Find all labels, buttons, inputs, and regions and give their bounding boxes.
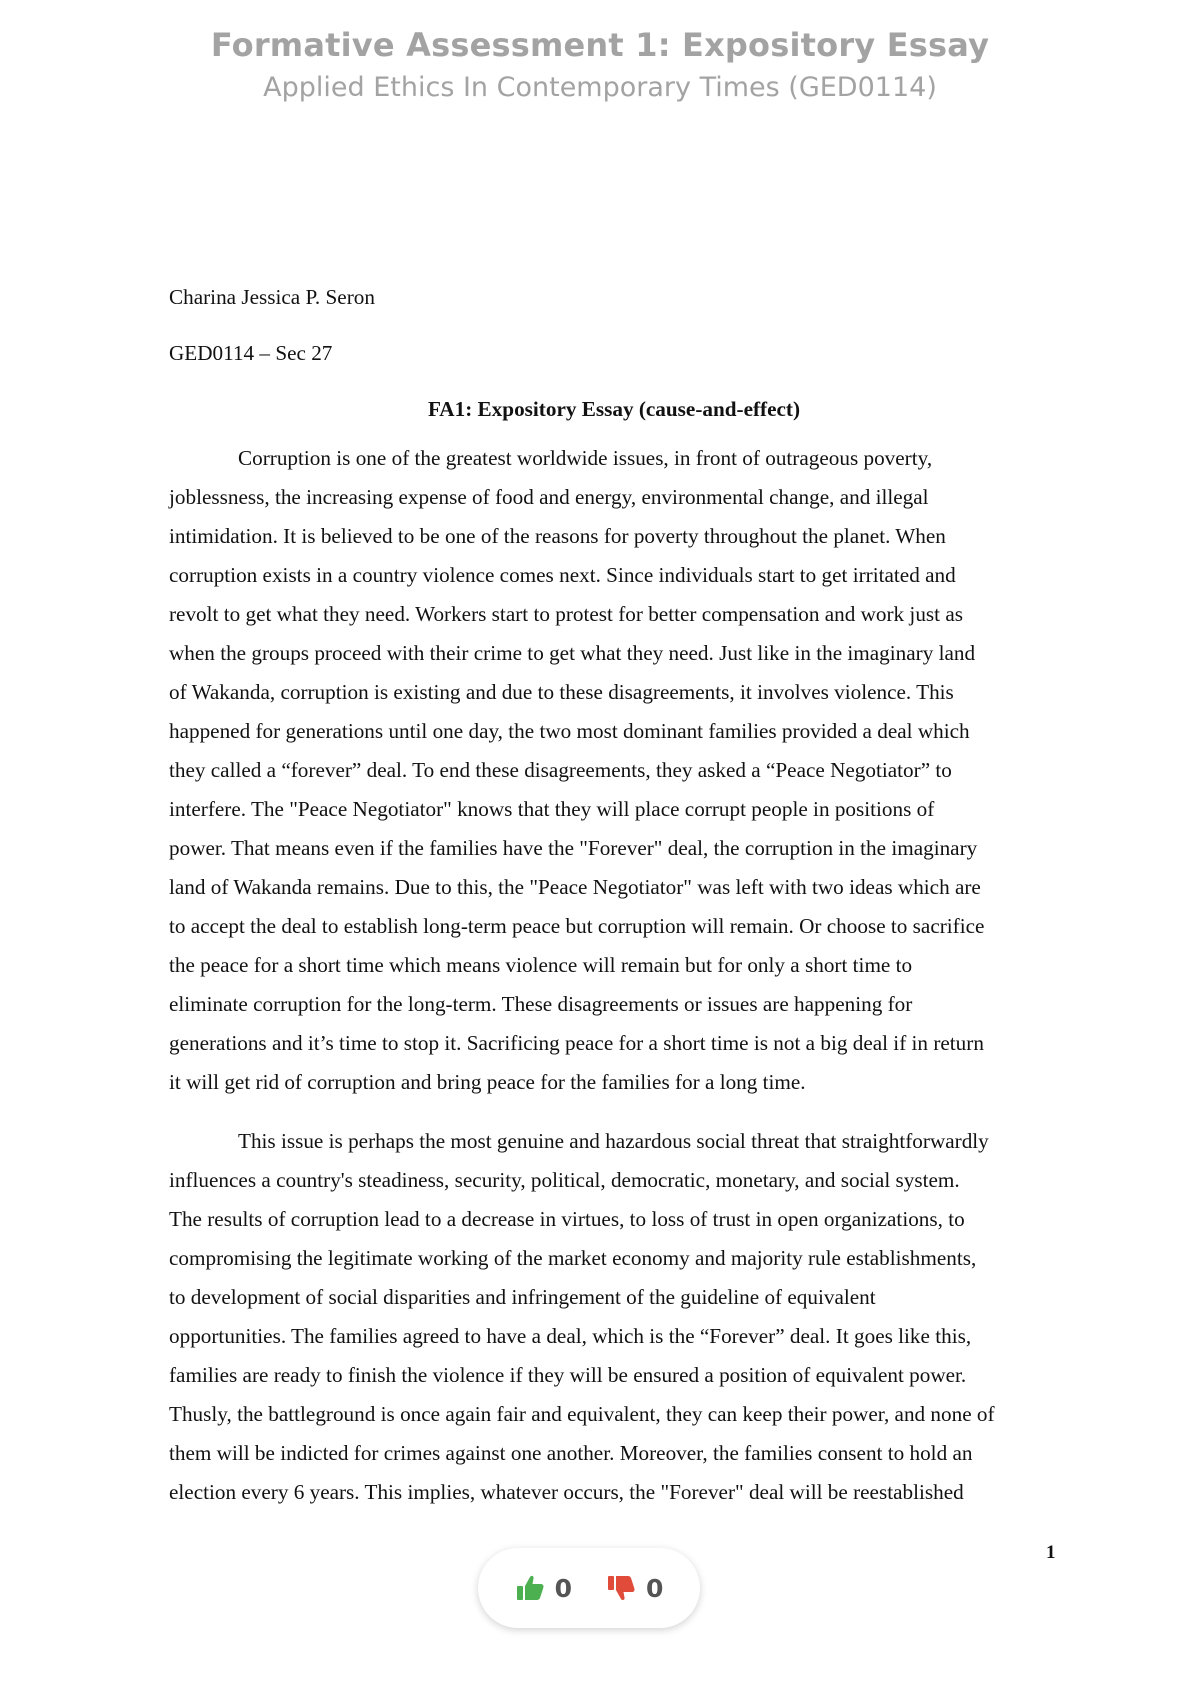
paragraph-line: election every 6 years. This implies, whatever occurs, the "Forever" deal will be reestablished bbox=[169, 1480, 964, 1504]
paragraph-line: eliminate corruption for the long-term. These disagreements or issues are happening for bbox=[169, 992, 913, 1016]
paragraph-line: to accept the deal to establish long-term peace but corruption will remain. Or choose to sacrifice bbox=[169, 914, 985, 938]
paragraph-line: power. That means even if the families have the "Forever" deal, the corruption in the imaginary bbox=[169, 836, 978, 860]
paragraph-line: generations and it’s time to stop it. Sacrificing peace for a short time is not a big deal if in return bbox=[169, 1031, 984, 1055]
downvote-count: 0 bbox=[646, 1573, 664, 1603]
paragraph-line: intimidation. It is believed to be one of the reasons for poverty throughout the planet. When bbox=[169, 524, 946, 548]
page-number: 1 bbox=[1046, 1542, 1056, 1563]
paragraph-line: compromising the legitimate working of the market economy and majority rule establishments, bbox=[169, 1246, 977, 1270]
essay-title: FA1: Expository Essay (cause-and-effect) bbox=[427, 397, 801, 421]
paragraph-line: they called a “forever” deal. To end these disagreements, they asked a “Peace Negotiator” to bbox=[169, 758, 952, 782]
paragraph-line: land of Wakanda remains. Due to this, the "Peace Negotiator" was left with two ideas which are bbox=[169, 875, 981, 899]
paragraph-line: revolt to get what they need. Workers start to protest for better compensation and work just as bbox=[169, 602, 963, 626]
paragraph-line: The results of corruption lead to a decrease in virtues, to loss of trust in open organizations, to bbox=[169, 1207, 965, 1231]
upvote-button[interactable] bbox=[515, 1574, 572, 1603]
paragraph-line: Corruption is one of the greatest worldwide issues, in front of outrageous poverty, bbox=[238, 446, 933, 470]
paragraph-line: of Wakanda, corruption is existing and due to these disagreements, it involves violence. This bbox=[169, 680, 954, 704]
document-page bbox=[169, 283, 1059, 1532]
paragraph-line: joblessness, the increasing expense of food and energy, environmental change, and illegal bbox=[169, 485, 929, 509]
paragraph-line: when the groups proceed with their crime to get what they need. Just like in the imaginary land bbox=[169, 641, 976, 665]
paragraph-line: influences a country's steadiness, security, political, democratic, monetary, and social system. bbox=[169, 1168, 960, 1192]
essay-paragraph bbox=[169, 439, 1059, 1102]
paragraph-line: opportunities. The families agreed to have a deal, which is the “Forever” deal. It goes like this, bbox=[169, 1324, 972, 1348]
paragraph-line: This issue is perhaps the most genuine and hazardous social threat that straightforwardly bbox=[238, 1129, 989, 1153]
essay-paragraph bbox=[169, 1122, 1059, 1512]
downvote-button[interactable] bbox=[606, 1574, 663, 1603]
paragraph-line: corruption exists in a country violence comes next. Since individuals start to get irritated and bbox=[169, 563, 956, 587]
document-title: Formative Assessment 1: Expository Essay bbox=[210, 26, 990, 64]
author-name: Charina Jessica P. Seron bbox=[169, 285, 375, 309]
document-header bbox=[0, 22, 1200, 108]
paragraph-line: it will get rid of corruption and bring peace for the families for a long time. bbox=[169, 1070, 806, 1094]
paragraph-line: happened for generations until one day, the two most dominant families provided a deal which bbox=[169, 719, 970, 743]
paragraph-line: interfere. The "Peace Negotiator" knows that they will place corrupt people in positions of bbox=[169, 797, 935, 821]
paragraph-line: Thusly, the battleground is once again fair and equivalent, they can keep their power, and none of bbox=[169, 1402, 995, 1426]
thumbs-up-icon bbox=[515, 1574, 545, 1602]
paragraph-line: families are ready to finish the violence if they will be ensured a position of equivalent power. bbox=[169, 1363, 967, 1387]
thumbs-down-icon bbox=[606, 1574, 636, 1602]
vote-bar bbox=[478, 1548, 700, 1628]
paragraph-line: them will be indicted for crimes against one another. Moreover, the families consent to hold an bbox=[169, 1441, 973, 1465]
paragraph-line: to development of social disparities and infringement of the guideline of equivalent bbox=[169, 1285, 876, 1309]
paragraph-line: the peace for a short time which means violence will remain but for only a short time to bbox=[169, 953, 913, 977]
course-section: GED0114 – Sec 27 bbox=[169, 341, 333, 365]
upvote-count: 0 bbox=[554, 1573, 572, 1603]
course-subtitle: Applied Ethics In Contemporary Times (GED0114) bbox=[263, 72, 937, 103]
